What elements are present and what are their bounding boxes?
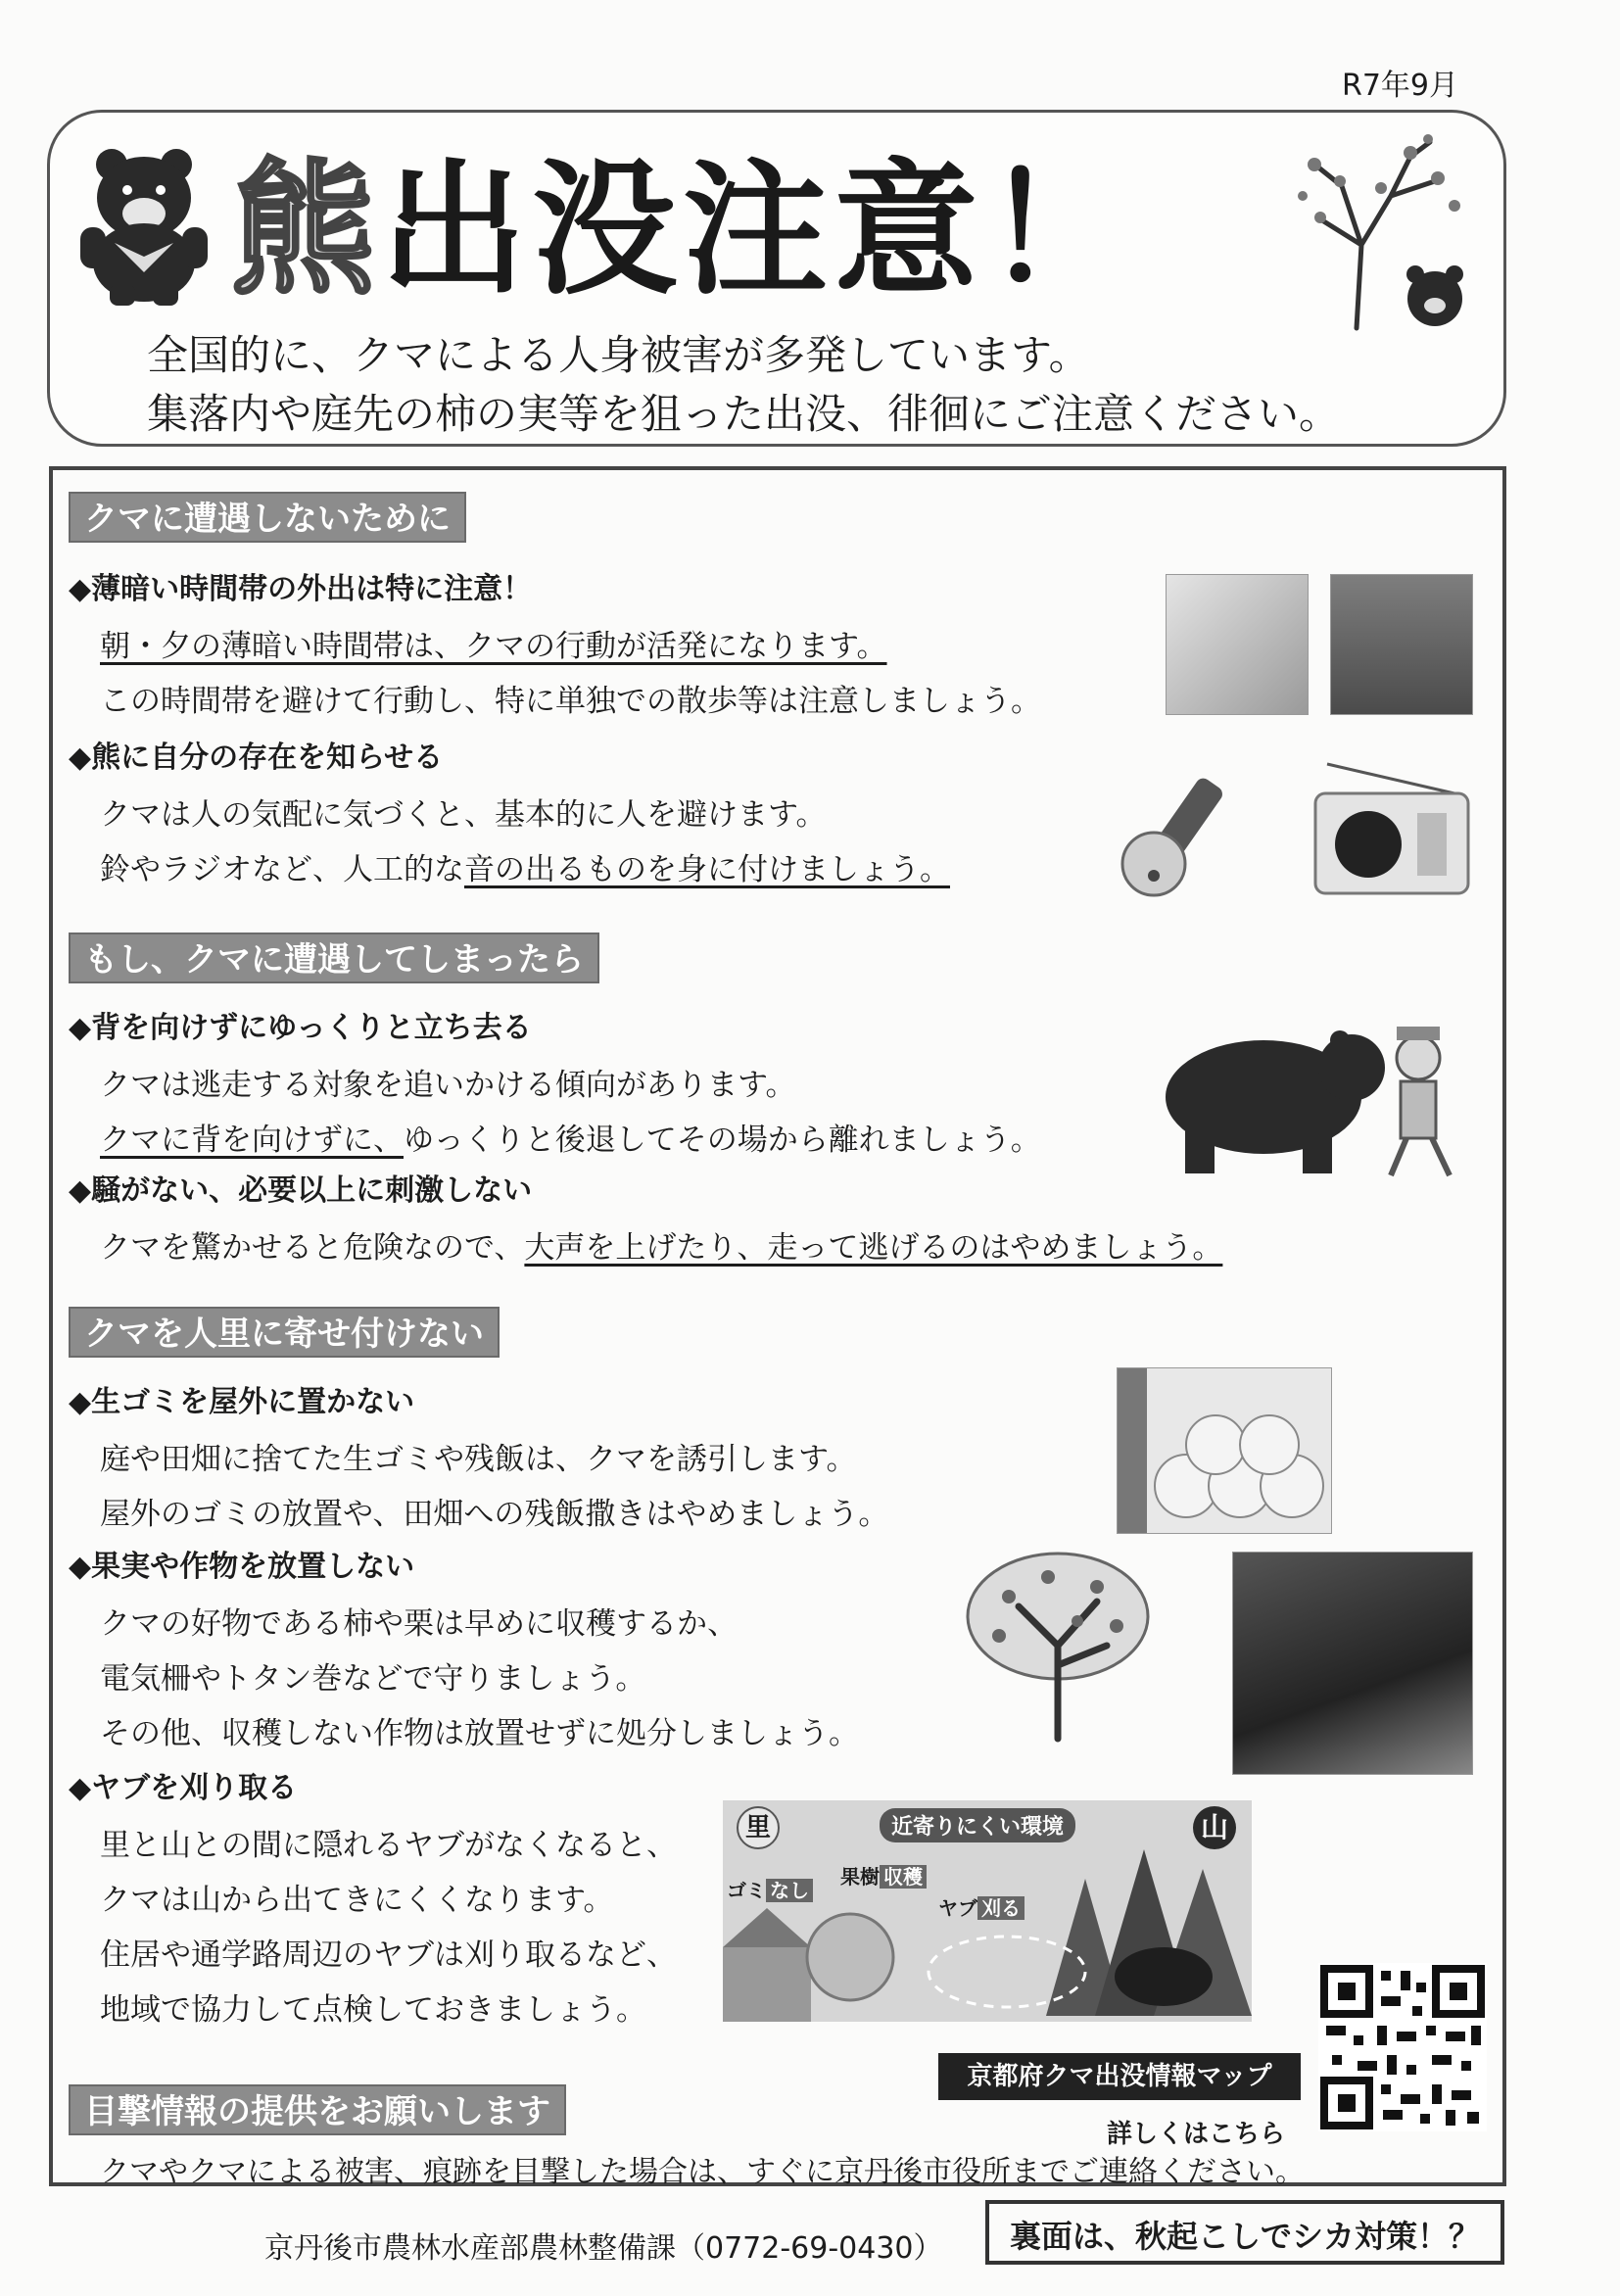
item-text (100, 1115, 1041, 1159)
item-text (100, 844, 950, 888)
item-text-plain: ゆっくりと後退してその場から離れましょう。 (404, 1123, 1041, 1158)
item-text: 庭や田畑に捨てた生ゴミや残飯は、クマを誘引します。 (100, 1442, 857, 1477)
item-text: 朝・夕の薄暗い時間帯は、クマの行動が活発になります。 (100, 629, 887, 664)
item-text: 里と山との間に隠れるヤブがなくなると、 (100, 1828, 677, 1863)
no-garbage-label (727, 1875, 813, 1903)
village-mountain-illustration (723, 1800, 1252, 2022)
item-heading: ◆背を向けずにゆっくりと立ち去る (69, 1011, 532, 1045)
item-text: クマは人の気配に気づくと、基本的に人を避けます。 (100, 797, 827, 833)
label-part: なし (766, 1879, 813, 1902)
item-text-plain: 鈴やラジオなど、人工的な (100, 852, 464, 887)
item-text: その他、収穫しない作物は放置せずに処分しましょう。 (100, 1716, 859, 1751)
issue-date: R7年9月 (1342, 69, 1459, 103)
item-text-underlined: クマに背を向けずに、 (100, 1123, 404, 1158)
label-part: 刈る (977, 1896, 1024, 1920)
cut-bush-label (938, 1892, 1024, 1921)
qr-code-icon[interactable] (1318, 1963, 1487, 2131)
map-badge: 京都府クマ出没情報マップ (938, 2053, 1301, 2100)
item-text: 住居や通学路周辺のヤブは刈り取るなど、 (100, 1937, 677, 1973)
label-part: ゴミ (727, 1879, 766, 1902)
env-label: 近寄りにくい環境 (880, 1808, 1075, 1842)
bear-mascot-icon (71, 137, 217, 309)
label-part: ヤブ (938, 1896, 977, 1920)
item-text: 電気柵やトタン巻などで守りましょう。 (100, 1661, 646, 1697)
garbage-photo (1117, 1367, 1332, 1534)
header-line-2: 集落内や庭先の柿の実等を狙った出没、徘徊にご注意ください。 (147, 390, 1341, 438)
bear-and-hiker-icon (1156, 999, 1479, 1195)
band-sighting-info: 目撃情報の提供をお願いします (69, 2084, 566, 2135)
main-title (230, 147, 1135, 313)
item-heading: ◆生ゴミを屋外に置かない (69, 1385, 415, 1419)
persimmon-tree-icon (1263, 127, 1489, 333)
header-line-1: 全国的に、クマによる人身被害が多発しています。 (147, 331, 1090, 379)
item-text: クマは逃走する対象を追いかける傾向があります。 (100, 1068, 796, 1103)
item-text-plain: クマを驚かせると危険なので、 (100, 1230, 525, 1266)
mountain-marker: 山 (1193, 1806, 1236, 1849)
sighting-text: クマやクマによる被害、痕跡を目撃した場合は、すぐに京丹後市役所までご連絡ください。 (100, 2155, 1305, 2189)
item-text-underlined: 音の出るものを身に付けましょう。 (464, 852, 950, 887)
item-text: 屋外のゴミの放置や、田畑への残飯撒きはやめましょう。 (100, 1497, 889, 1532)
village-marker: 里 (737, 1806, 780, 1849)
item-text (100, 1222, 1222, 1267)
item-heading: ◆薄暗い時間帯の外出は特に注意！ (69, 572, 533, 606)
back-page-note: 裏面は、秋起こしでシカ対策！？ (985, 2200, 1504, 2265)
title-rest: 出没注意！ (381, 146, 1135, 314)
bear-bell-icon (1105, 766, 1262, 903)
dusk-photo (1330, 574, 1473, 715)
bear-on-tree-photo (1232, 1552, 1473, 1775)
title-bear-kanji: 熊 (230, 146, 381, 314)
footer-contact: 京丹後市農林水産部農林整備課（0772-69-0430） (264, 2231, 943, 2266)
fruit-tree-icon (960, 1548, 1156, 1744)
radio-icon (1308, 754, 1474, 901)
band-if-encountered: もし、クマに遭遇してしまったら (69, 933, 599, 983)
item-text: クマは山から出てきにくくなります。 (100, 1883, 614, 1918)
harvest-label (840, 1861, 927, 1889)
item-heading: ◆果実や作物を放置しない (69, 1550, 415, 1584)
dusk-photo (1166, 574, 1309, 715)
item-text-underlined: 大声を上げたり、走って逃げるのはやめましょう。 (524, 1230, 1223, 1266)
garbage-bags-icon (1118, 1368, 1331, 1533)
item-text: クマの好物である柿や栗は早めに収穫するか、 (100, 1606, 738, 1642)
band-keep-away: クマを人里に寄せ付けない (69, 1307, 500, 1358)
label-part: 果樹 (840, 1865, 880, 1889)
band-avoid-encounter: クマに遭遇しないために (69, 492, 466, 543)
item-heading: ◆騒がない、必要以上に刺激しない (69, 1173, 533, 1208)
detail-link[interactable]: 詳しくはこちら (1107, 2120, 1286, 2149)
label-part: 収穫 (880, 1865, 927, 1889)
item-heading: ◆ヤブを刈り取る (69, 1771, 298, 1805)
item-text: 地域で協力して点検しておきましょう。 (100, 1992, 646, 2028)
item-text: この時間帯を避けて行動し、特に単独での散歩等は注意しましょう。 (100, 684, 1041, 719)
item-heading: ◆熊に自分の存在を知らせる (69, 741, 444, 775)
